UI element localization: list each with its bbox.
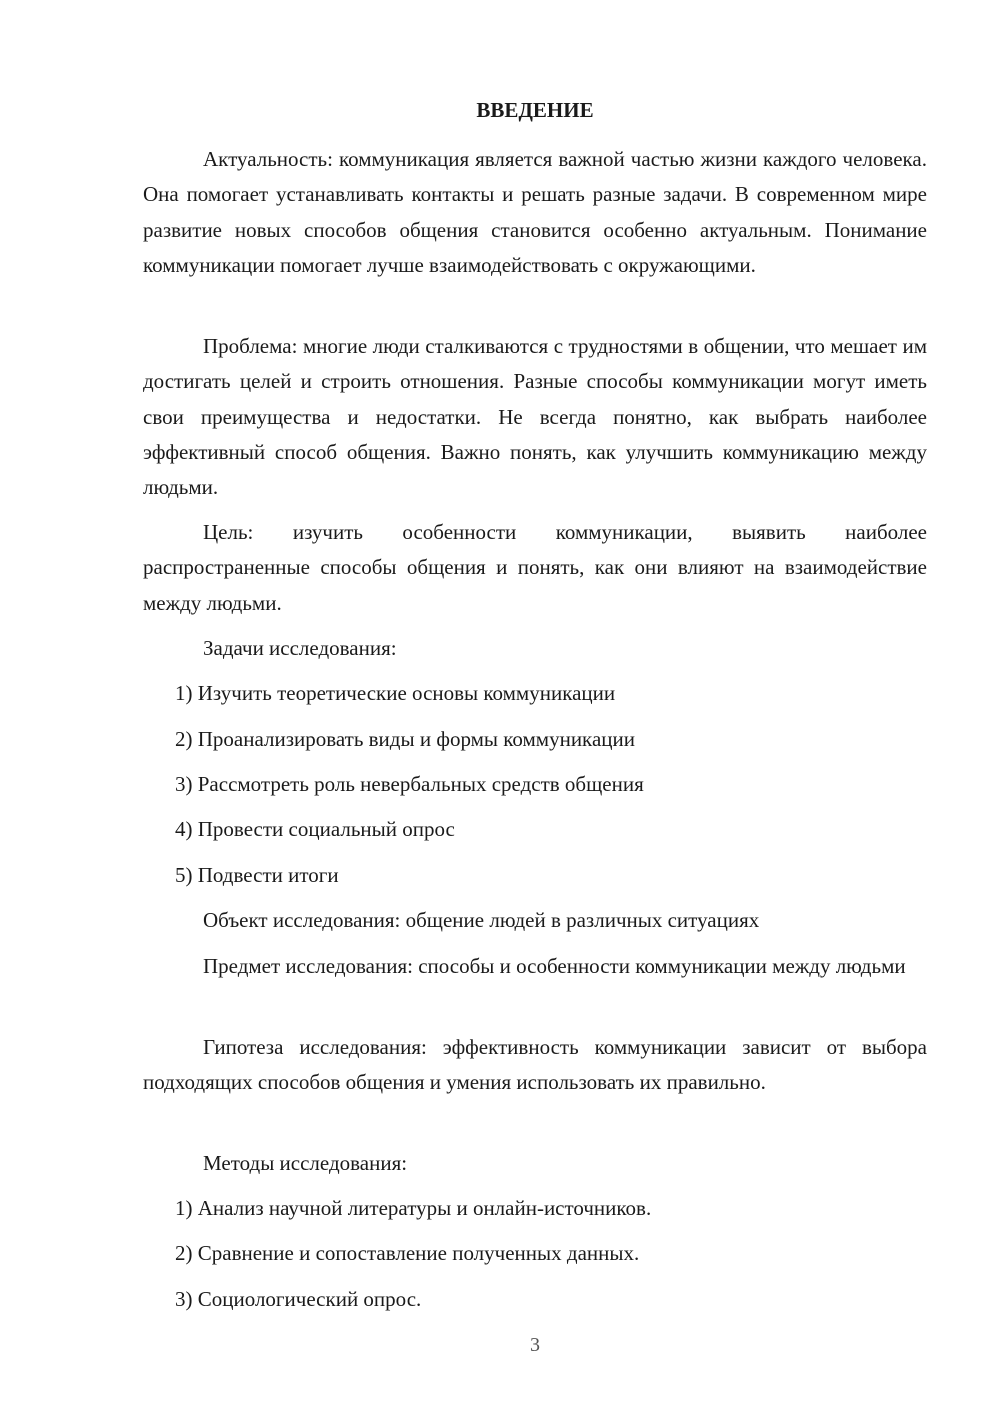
method-item: 3) Социологический опрос. <box>175 1287 422 1311</box>
method-item: 1) Анализ научной литературы и онлайн-источников. <box>175 1196 652 1220</box>
goal-paragraph: Цель: изучить особенности коммуникации, выявить наиболее распространенные способы общения и понять, как они влияют на взаимодействие между людьми. <box>143 520 927 615</box>
object-line: Объект исследования: общение людей в различных ситуациях <box>203 908 760 932</box>
hypothesis-paragraph: Гипотеза исследования: эффективность коммуникации зависит от выбора подходящих способов общения и умения использовать их правильно. <box>143 1035 927 1095</box>
problem-paragraph: Проблема: многие люди сталкиваются с трудностями в общении, что мешает им достигать целей и строить отношения. Разные способы коммуникации могут иметь свои преимущества и недостатки. Не всегда понятно, как выбрать наиболее эффективный способ общения. Важно понять, как улучшить коммуникацию между людьми. <box>143 334 927 500</box>
relevance-paragraph: Актуальность: коммуникация является важной частью жизни каждого человека. Она помогает устанавливать контакты и решать разные задачи. В современном мире развитие новых способов общения становится особенно актуальным. Понимание коммуникации помогает лучше взаимодействовать с окружающими. <box>143 147 927 277</box>
task-item: 5) Подвести итоги <box>175 863 339 887</box>
task-item: 4) Провести социальный опрос <box>175 817 455 841</box>
task-item: 3) Рассмотреть роль невербальных средств общения <box>175 772 644 796</box>
tasks-heading: Задачи исследования: <box>203 636 397 660</box>
page-title: ВВЕДЕНИЕ <box>476 98 594 122</box>
subject-paragraph: Предмет исследования: способы и особенности коммуникации между людьми <box>203 954 906 978</box>
method-item: 2) Сравнение и сопоставление полученных данных. <box>175 1241 640 1265</box>
page-number: 3 <box>530 1334 540 1356</box>
methods-heading: Методы исследования: <box>203 1151 408 1175</box>
task-item: 2) Проанализировать виды и формы коммуникации <box>175 727 635 751</box>
task-item: 1) Изучить теоретические основы коммуникации <box>175 681 616 705</box>
